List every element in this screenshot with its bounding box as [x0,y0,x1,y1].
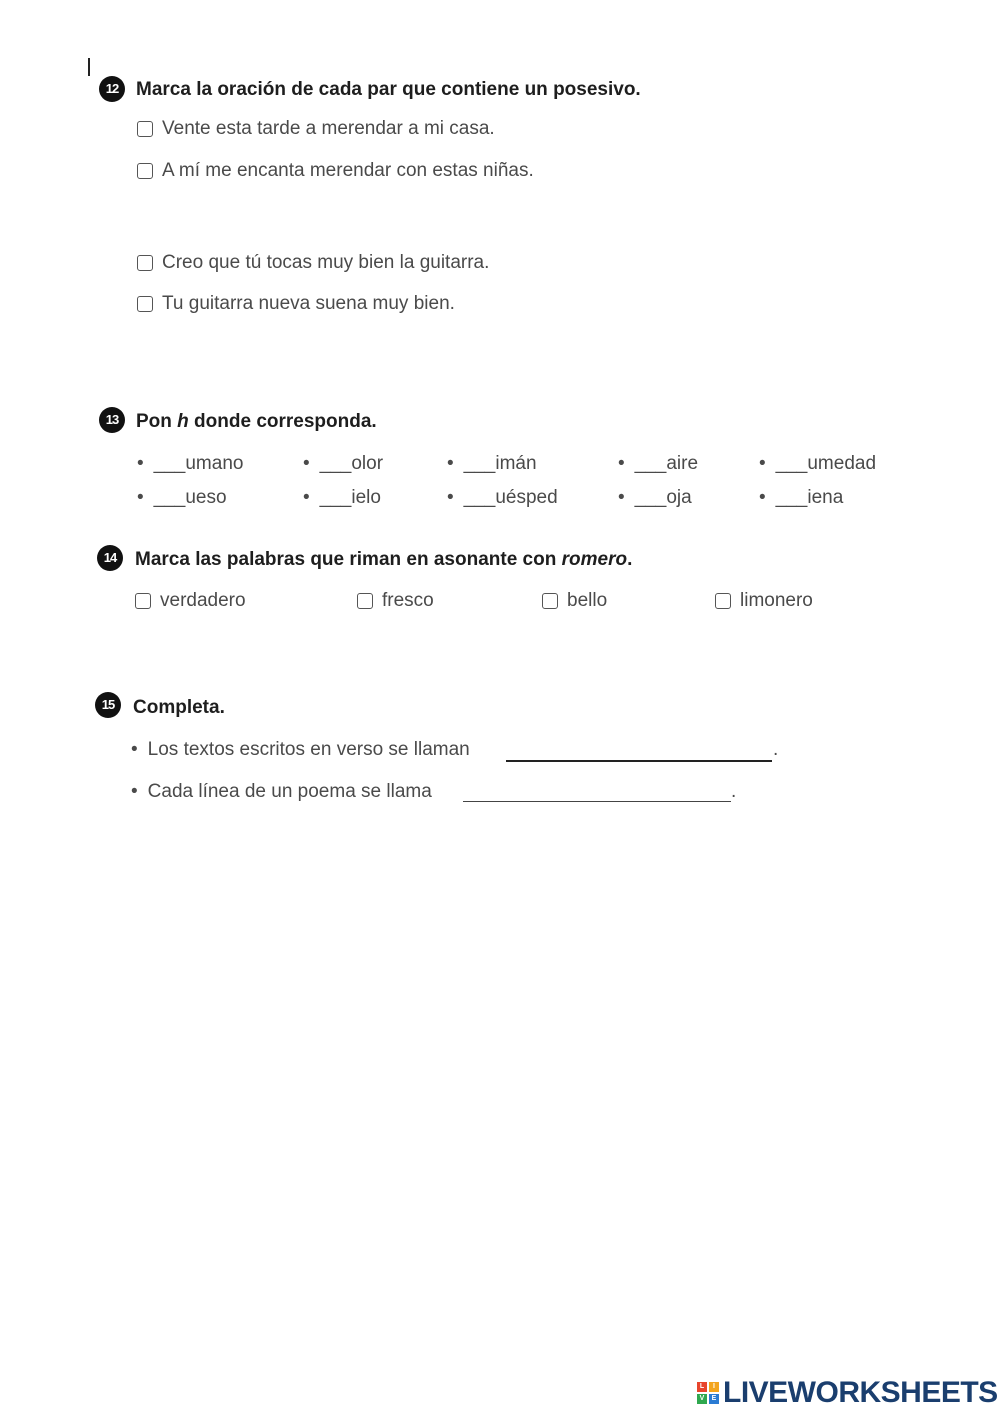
word-fragment: ielo [351,487,381,508]
word-fragment: imán [495,453,537,474]
item-end: . [731,781,737,802]
blank[interactable]: ___ [634,487,667,508]
exercise-number-badge: 13 [99,407,125,433]
option-row[interactable] [137,160,534,182]
option-row[interactable] [715,590,813,612]
fill-word[interactable] [137,453,243,475]
word-fragment: aire [666,453,699,474]
answer-line[interactable] [463,782,731,802]
item-text: Los textos escritos en verso se llaman [147,739,470,760]
checkbox[interactable] [137,255,153,271]
bullet: • [137,487,144,508]
option-label: Tu guitarra nueva suena muy bien. [162,293,455,314]
logo-mark-tile: V [697,1394,707,1404]
liveworksheets-logo [697,1377,998,1409]
checkbox[interactable] [357,593,373,609]
word-fragment: oja [666,487,692,508]
checkbox[interactable] [137,121,153,137]
logo-mark-icon [697,1382,719,1404]
fill-word[interactable] [447,453,537,475]
blank[interactable]: ___ [153,487,186,508]
title-text: . [627,549,633,570]
word-fragment: iena [807,487,844,508]
title-text: donde corresponda. [188,411,377,432]
completion-item [131,781,432,803]
exercise-title [135,549,632,571]
bullet: • [759,453,766,474]
option-label: Vente esta tarde a merendar a mi casa. [162,118,495,139]
option-label: A mí me encanta merendar con estas niñas. [162,160,534,181]
completion-item [131,739,470,761]
option-row[interactable] [542,590,607,612]
blank[interactable]: ___ [319,453,352,474]
option-label: Creo que tú tocas muy bien la guitarra. [162,252,490,273]
word-fragment: ueso [185,487,227,508]
blank[interactable]: ___ [463,487,496,508]
answer-line[interactable] [506,740,772,762]
checkbox[interactable] [135,593,151,609]
option-label: bello [567,590,608,611]
exercise-number-badge: 12 [99,76,125,102]
item-text: Cada línea de un poema se llama [147,781,432,802]
blank[interactable]: ___ [634,453,667,474]
item-end: . [773,739,779,760]
option-row[interactable] [137,293,455,315]
bullet: • [447,487,454,508]
word-fragment: olor [351,453,384,474]
bullet: • [618,487,625,508]
word-fragment: uésped [495,487,558,508]
option-label: limonero [740,590,813,611]
option-row[interactable] [137,118,495,140]
bullet: • [131,781,138,802]
title-text: Marca las palabras que riman en asonante con [135,549,562,570]
logo-mark-tile: E [709,1394,719,1404]
blank[interactable]: ___ [775,487,808,508]
logo-text: LIVEWORKSHEETS [723,1376,998,1409]
blank[interactable]: ___ [463,453,496,474]
bullet: • [137,453,144,474]
fill-word[interactable] [618,453,698,475]
bullet: • [303,453,310,474]
logo-mark-tile: L [697,1382,707,1392]
checkbox[interactable] [137,163,153,179]
bullet: • [447,453,454,474]
exercise-title: Completa. [133,697,225,718]
title-emphasis: h [177,411,189,432]
fill-word[interactable] [303,453,383,475]
bullet: • [618,453,625,474]
option-row[interactable] [135,590,246,612]
checkbox[interactable] [542,593,558,609]
exercise-title [136,411,377,433]
bullet: • [131,739,138,760]
title-emphasis: romero [561,549,628,570]
exercise-title: Marca la oración de cada par que contiene un posesivo. [136,79,641,100]
checkbox[interactable] [137,296,153,312]
fill-word[interactable] [759,453,876,475]
word-fragment: umano [185,453,244,474]
option-label: verdadero [160,590,246,611]
option-row[interactable] [357,590,434,612]
fill-word[interactable] [759,487,843,509]
text-cursor [88,58,90,76]
fill-word[interactable] [447,487,558,509]
fill-word[interactable] [618,487,692,509]
blank[interactable]: ___ [153,453,186,474]
bullet: • [303,487,310,508]
option-row[interactable] [137,252,489,274]
fill-word[interactable] [303,487,381,509]
word-fragment: umedad [807,453,877,474]
logo-mark-tile: I [709,1382,719,1392]
blank[interactable]: ___ [319,487,352,508]
checkbox[interactable] [715,593,731,609]
blank[interactable]: ___ [775,453,808,474]
fill-word[interactable] [137,487,227,509]
option-label: fresco [382,590,434,611]
exercise-number-badge: 14 [97,545,123,571]
bullet: • [759,487,766,508]
title-text: Pon [136,411,178,432]
exercise-number-badge: 15 [95,692,121,718]
